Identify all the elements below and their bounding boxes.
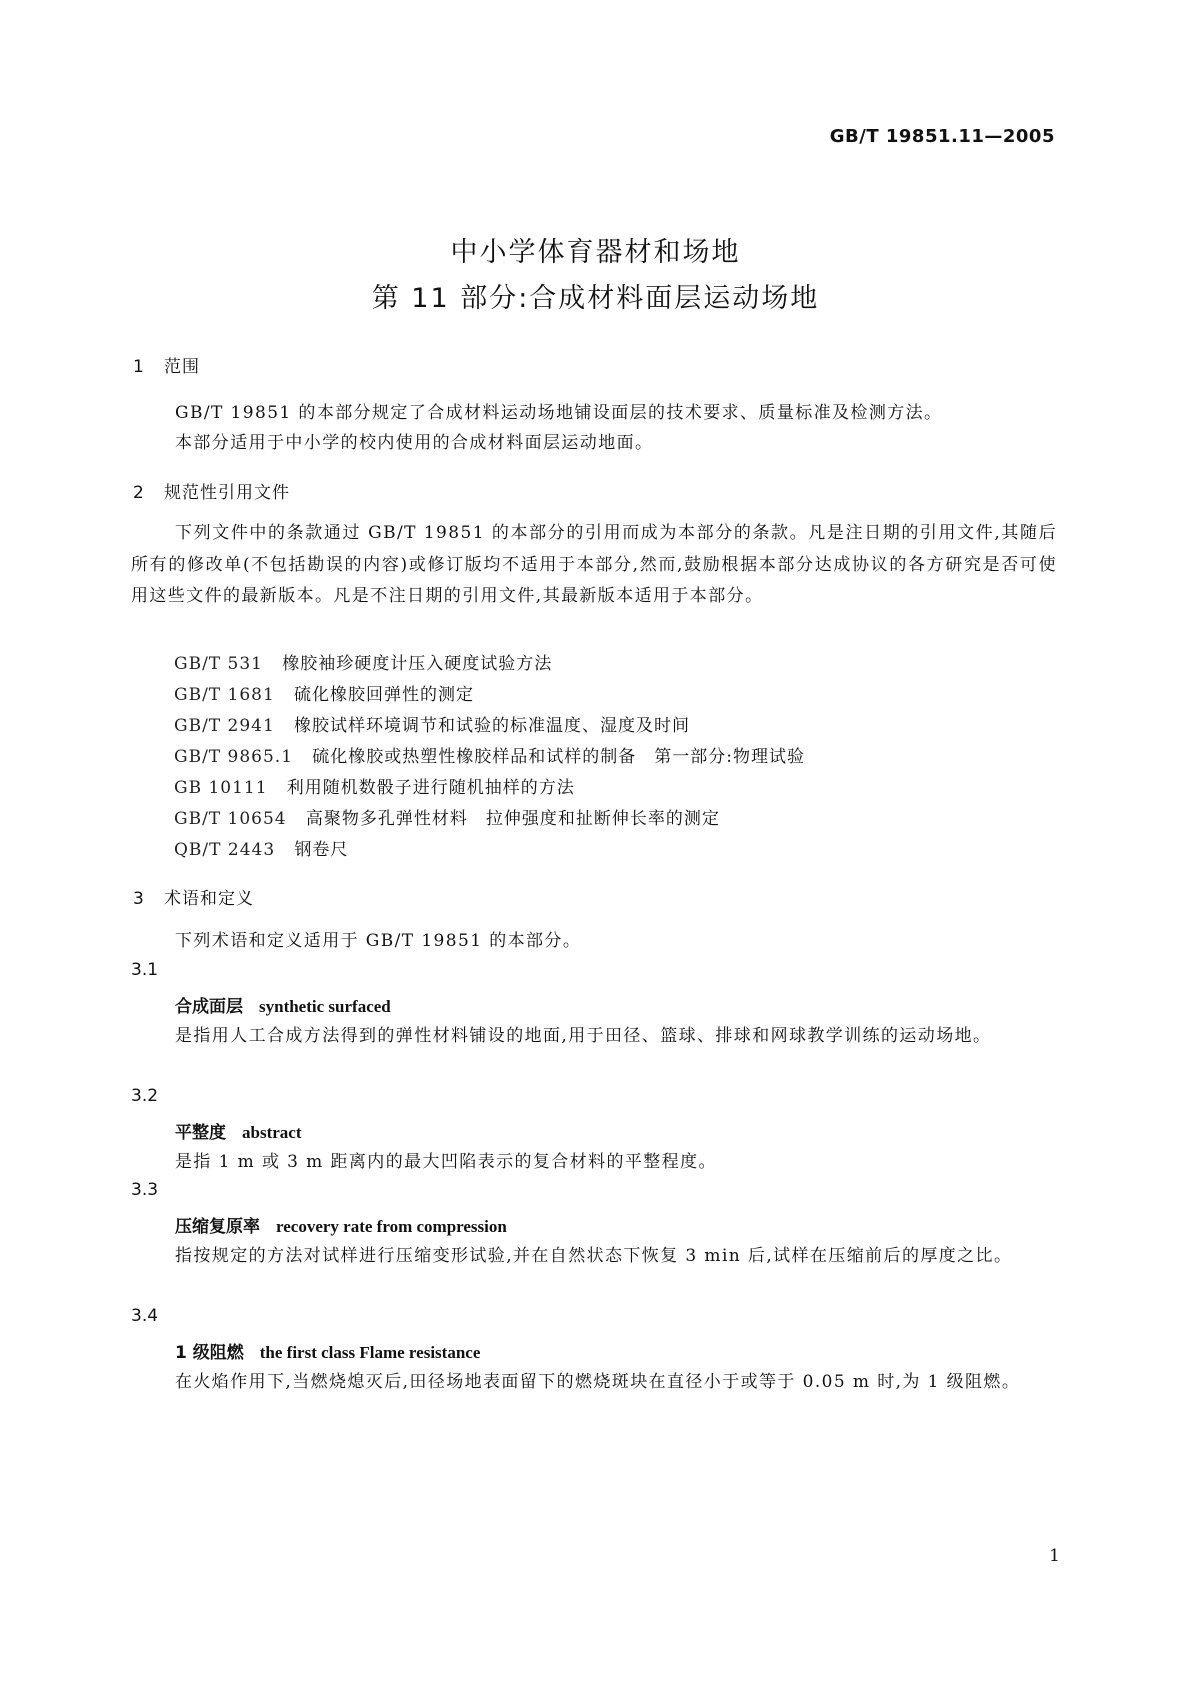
reference-item <box>174 835 348 860</box>
term-heading <box>175 992 391 1017</box>
clause-number: 3.1 <box>131 960 159 980</box>
term-definition: 是指用人工合成方法得到的弹性材料铺设的地面,用于田径、篮球、排球和网球教学训练的运动场地。 <box>175 1026 992 1046</box>
clause-number: 3.3 <box>131 1180 159 1200</box>
reference-item <box>174 742 805 767</box>
page-number: 1 <box>1049 1546 1060 1566</box>
term-heading <box>175 1118 301 1143</box>
term-definition: 指按规定的方法对试样进行压缩变形试验,并在自然状态下恢复 3 min 后,试样在压缩前后的厚度之比。 <box>175 1246 1013 1266</box>
term-en: recovery rate from compression <box>276 1217 507 1236</box>
section-title: 规范性引用文件 <box>164 483 290 503</box>
reference-title: 钢卷尺 <box>294 840 349 860</box>
reference-code: GB/T 531 <box>174 654 263 674</box>
reference-title: 橡胶试样环境调节和试验的标准温度、湿度及时间 <box>294 716 691 736</box>
standard-number: GB/T 19851.11—2005 <box>829 126 1055 147</box>
section-number: 2 <box>133 483 145 503</box>
section-number: 3 <box>133 889 145 909</box>
reference-item <box>174 773 575 798</box>
section-title: 范围 <box>164 357 200 377</box>
reference-code: GB/T 9865.1 <box>174 747 294 767</box>
term-definition: 是指 1 m 或 3 m 距离内的最大凹陷表示的复合材料的平整程度。 <box>175 1152 717 1172</box>
reference-code: GB/T 1681 <box>174 685 275 705</box>
terms-intro-paragraph: 下列术语和定义适用于 GB/T 19851 的本部分。 <box>175 931 582 951</box>
term-heading <box>175 1212 507 1237</box>
term-definition: 在火焰作用下,当燃烧熄灭后,田径场地表面留下的燃烧斑块在直径小于或等于 0.05 m 时,为 1 级阻燃。 <box>175 1372 1021 1392</box>
term-zh: 压缩复原率 <box>175 1217 260 1237</box>
section-number: 1 <box>133 357 145 377</box>
section-title: 术语和定义 <box>164 889 254 909</box>
clause-number: 3.4 <box>131 1306 159 1326</box>
section-heading-scope <box>133 352 200 377</box>
reference-item <box>174 804 720 829</box>
reference-title: 利用随机数骰子进行随机抽样的方法 <box>286 778 575 798</box>
term-zh: 1 级阻燃 <box>175 1343 244 1363</box>
reference-title: 橡胶袖珍硬度计压入硬度试验方法 <box>282 654 553 674</box>
scope-paragraph-1: GB/T 19851 的本部分规定了合成材料运动场地铺设面层的技术要求、质量标准及检测方法。 <box>175 403 943 423</box>
scope-paragraph-2: 本部分适用于中小学的校内使用的合成材料面层运动地面。 <box>175 433 654 453</box>
reference-title: 高聚物多孔弹性材料 拉伸强度和扯断伸长率的测定 <box>305 809 720 829</box>
reference-item <box>174 711 690 736</box>
term-zh: 平整度 <box>175 1123 226 1143</box>
term-en: abstract <box>242 1123 302 1142</box>
term-en: the first class Flame resistance <box>259 1343 481 1362</box>
document-title-line2: 第 11 部分:合成材料面层运动场地 <box>371 283 820 314</box>
section-heading-terms-definitions <box>133 884 254 909</box>
clause-number: 3.2 <box>131 1086 159 1106</box>
term-en: synthetic surfaced <box>259 997 391 1016</box>
reference-title: 硫化橡胶回弹性的测定 <box>294 685 475 705</box>
reference-item <box>174 649 552 674</box>
term-heading <box>175 1338 480 1363</box>
reference-item <box>174 680 474 705</box>
section-heading-normative-references <box>133 478 290 503</box>
term-zh: 合成面层 <box>175 997 243 1017</box>
reference-code: QB/T 2443 <box>174 840 276 860</box>
references-intro-paragraph: 下列文件中的条款通过 GB/T 19851 的本部分的引用而成为本部分的条款。凡是注日期的引用文件,其随后所有的修改单(不包括勘误的内容)或修订版均不适用于本部分,然而,鼓励根据本部分达成协议的各方研究是否可使用这些文件的最新版本。凡是不注日期的引用文件,其最新版本适用于本部分。 <box>131 523 1057 606</box>
reference-code: GB 10111 <box>174 778 268 798</box>
reference-title: 硫化橡胶或热塑性橡胶样品和试样的制备 第一部分:物理试验 <box>312 747 805 767</box>
reference-code: GB/T 10654 <box>174 809 287 829</box>
document-title-line1: 中小学体育器材和场地 <box>450 237 741 268</box>
reference-code: GB/T 2941 <box>174 716 275 736</box>
